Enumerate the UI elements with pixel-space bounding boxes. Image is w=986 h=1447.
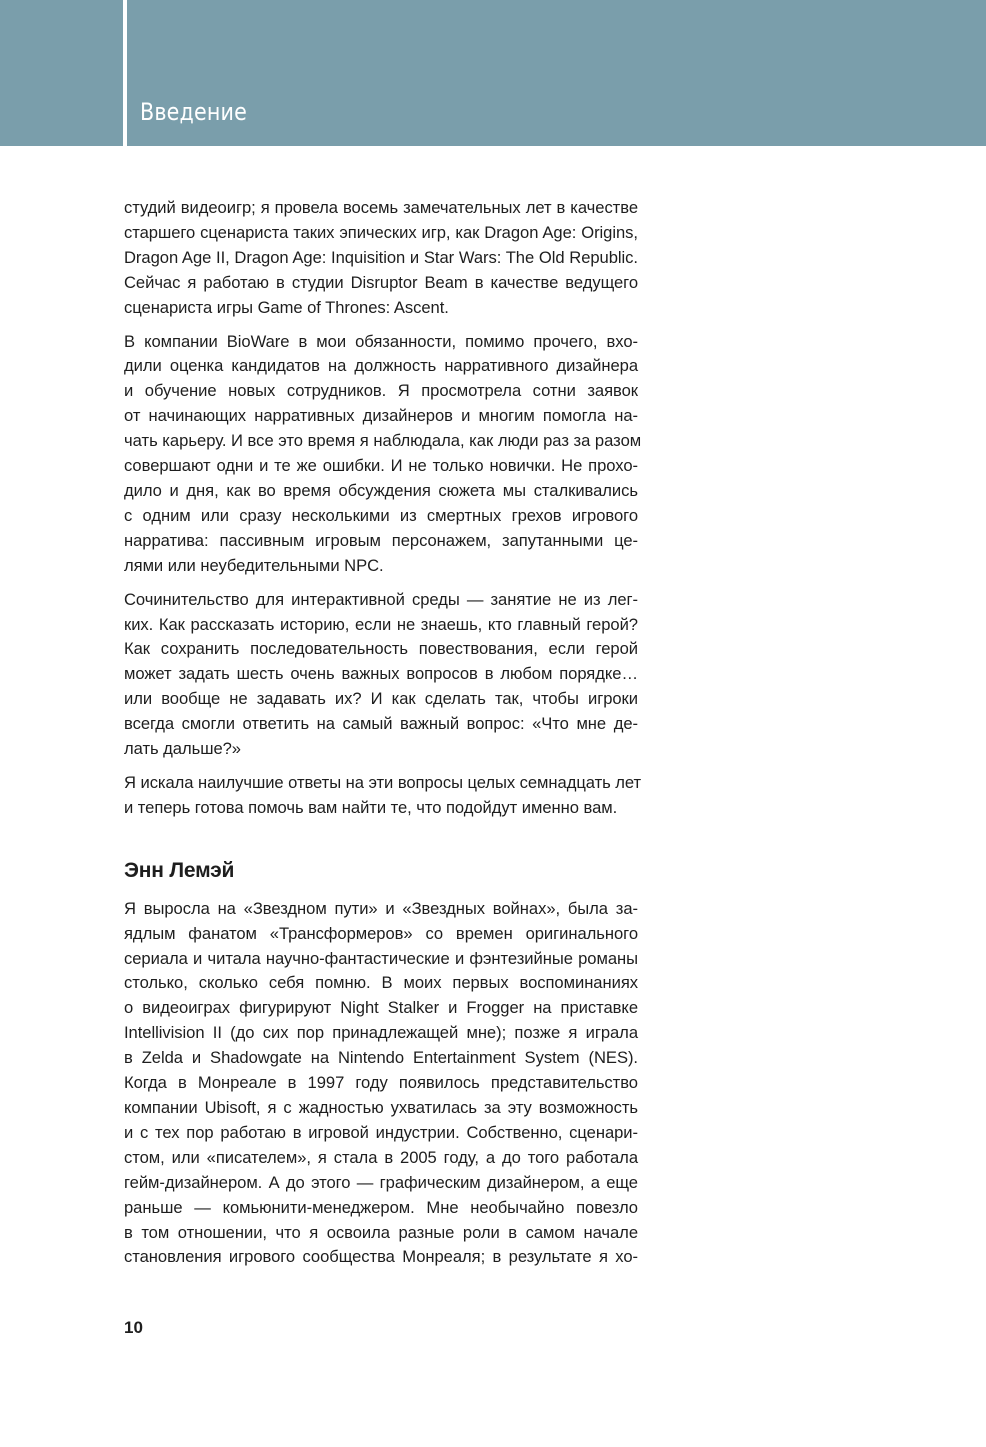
chapter-title: Введение [140, 98, 247, 126]
text-line: и теперь готова помочь вам найти те, что подойдут именно вам. [124, 797, 618, 817]
text-line: сценариста игры Game of Thrones: Ascent. [124, 297, 449, 317]
text-line: и обучение новых сотрудников. Я просмотрела сотни заявок [124, 381, 638, 401]
paragraph [124, 196, 638, 321]
text-line: ядлым фанатом «Трансформеров» со времен оригинального [124, 923, 638, 943]
text-line: в Zelda и Shadowgate на Nintendo Entertainment System (NES). [124, 1048, 638, 1068]
text-line: сериала и читала научно-фантастические и фэнтезийные романы [124, 948, 638, 968]
text-line: Intellivision II (до сих пор принадлежащей мне); позже я играла [124, 1023, 638, 1043]
text-line: или вообще не задавать их? И как сделать так, чтобы игроки [124, 689, 638, 709]
text-line: может задать шесть очень важных вопросов в любом порядке… [124, 664, 638, 684]
text-line: В компании BioWare в мои обязанности, помимо прочего, вхо- [124, 331, 638, 351]
text-line: совершают одни и те же ошибки. И не только новички. Не прохо- [124, 456, 638, 476]
paragraph [124, 330, 642, 579]
text-line: Я искала наилучшие ответы на эти вопросы целых семнадцать лет [124, 772, 642, 792]
body-text [124, 196, 642, 1279]
text-line: дили оценка кандидатов на должность нарративного дизайнера [124, 356, 638, 376]
text-line: всегда смогли ответить на самый важный вопрос: «Что мне де- [124, 714, 638, 734]
text-line: дило и дня, как во время обсуждения сюжета мы сталкивались [124, 480, 638, 500]
paragraph [124, 897, 638, 1271]
header-divider [123, 0, 127, 146]
text-line: Dragon Age II, Dragon Age: Inquisition и Star Wars: The Old Republic. [124, 247, 638, 267]
text-line: о видеоиграх фигурируют Night Stalker и Frogger на приставке [124, 998, 638, 1018]
text-line: Когда в Монреале в 1997 году появилось представительство [124, 1073, 638, 1093]
text-line: с одним или сразу несколькими из смертных грехов игрового [124, 505, 638, 525]
text-line: чать карьеру. И все это время я наблюдала, как люди раз за разом [124, 431, 642, 451]
text-line: лать дальше?» [124, 739, 241, 759]
text-line: Я выросла на «Звездном пути» и «Звездных войнах», была за- [124, 898, 638, 918]
text-line: студий видеоигр; я провела восемь замечательных лет в качестве [124, 198, 638, 217]
text-line: старшего сценариста таких эпических игр, как Dragon Age: Origins, [124, 222, 638, 242]
text-line: лями или неубедительными NPC. [124, 555, 384, 575]
text-line: ких. Как рассказать историю, если не знаешь, кто главный герой? [124, 614, 638, 634]
text-line: от начинающих нарративных дизайнеров и многим помогла на- [124, 406, 638, 426]
text-line: Сейчас я работаю в студии Disruptor Beam в качестве ведущего [124, 272, 638, 292]
text-line: гейм-дизайнером. А до этого — графическим дизайнером, а еще [124, 1172, 638, 1192]
text-line: Сочинительство для интерактивной среды — занятие не из лег- [124, 589, 638, 609]
text-line: в том отношении, что я освоила разные роли в самом начале [124, 1222, 638, 1242]
text-line: и с тех пор работаю в игровой индустрии. Собственно, сценари- [124, 1122, 638, 1142]
paragraph [124, 588, 638, 762]
page-number: 10 [124, 1318, 143, 1337]
text-line: Как сохранить последовательность повествования, если герой [124, 639, 638, 659]
section-heading: Энн Лемэй [124, 858, 235, 882]
text-line: становления игрового сообщества Монреаля; в результате я хо- [124, 1247, 638, 1267]
text-line: раньше — комьюнити-менеджером. Мне необычайно повезло [124, 1197, 638, 1217]
text-line: нарратива: пассивным игровым персонажем, запутанными це- [124, 530, 638, 550]
paragraph [124, 771, 642, 821]
text-line: компании Ubisoft, я с жадностью ухватилась за эту возможность [124, 1098, 638, 1117]
text-line: столько, сколько себя помню. В моих первых воспоминаниях [124, 973, 638, 993]
text-line: стом, или «писателем», я стала в 2005 году, а до того работала [124, 1147, 638, 1167]
